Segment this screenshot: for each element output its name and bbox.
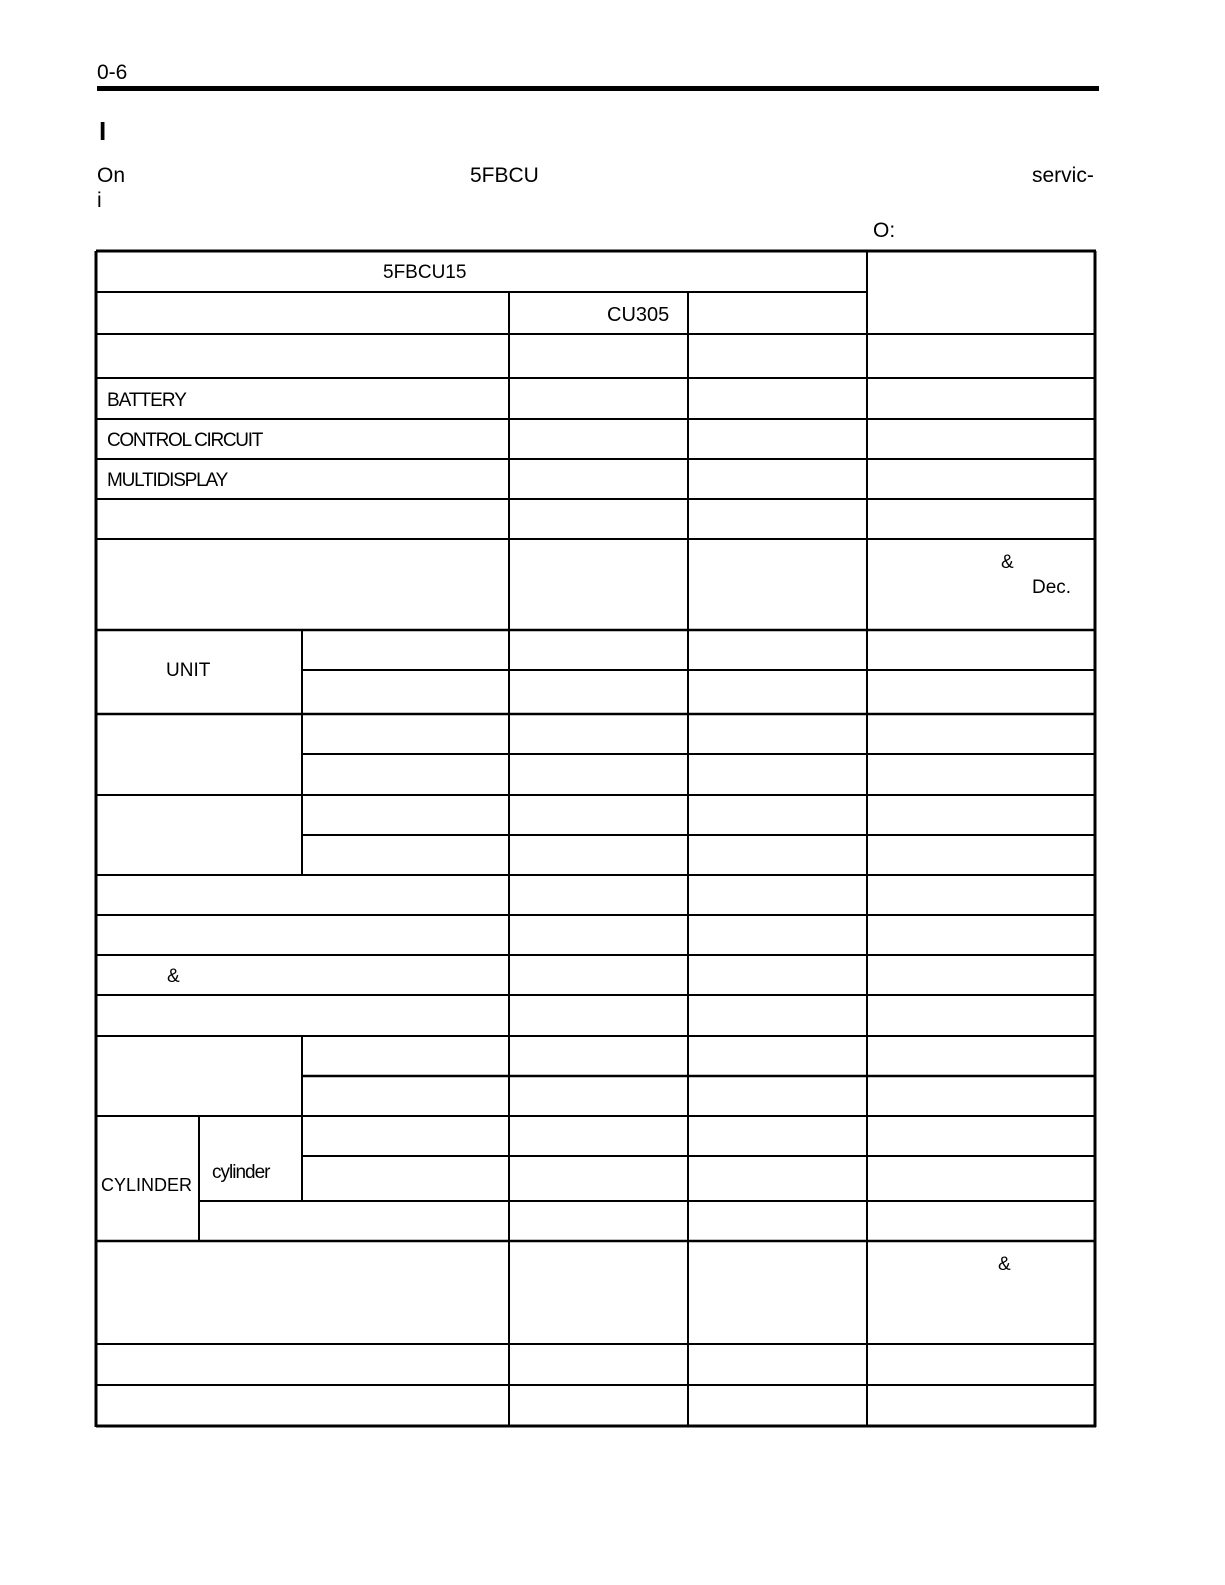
row-label-ampersand: & bbox=[167, 966, 180, 987]
row-label-control-circuit: CONTROL CIRCUIT bbox=[107, 430, 263, 451]
remark-dec: Dec. bbox=[1032, 577, 1072, 598]
intro-servic: servic- bbox=[1032, 164, 1094, 187]
row-label-battery: BATTERY bbox=[107, 390, 186, 411]
table-header-model: 5FBCU15 bbox=[383, 262, 467, 283]
legend-symbol: O: bbox=[873, 219, 896, 242]
remark-ampersand-2: & bbox=[998, 1254, 1011, 1275]
row-label-cylinder-sub: cylinder bbox=[212, 1162, 270, 1183]
row-label-unit: UNIT bbox=[166, 660, 211, 681]
table-header-cu305: CU305 bbox=[607, 304, 670, 326]
section-marker: I bbox=[99, 116, 107, 146]
remark-ampersand-1: & bbox=[1001, 552, 1014, 573]
page-number: 0-6 bbox=[97, 61, 128, 84]
row-label-multidisplay: MULTIDISPLAY bbox=[107, 470, 228, 491]
intro-line2: i bbox=[97, 189, 102, 212]
row-label-cylinder: CYLINDER bbox=[101, 1175, 193, 1195]
intro-word-on: On bbox=[97, 164, 126, 187]
intro-model: 5FBCU bbox=[470, 164, 539, 187]
